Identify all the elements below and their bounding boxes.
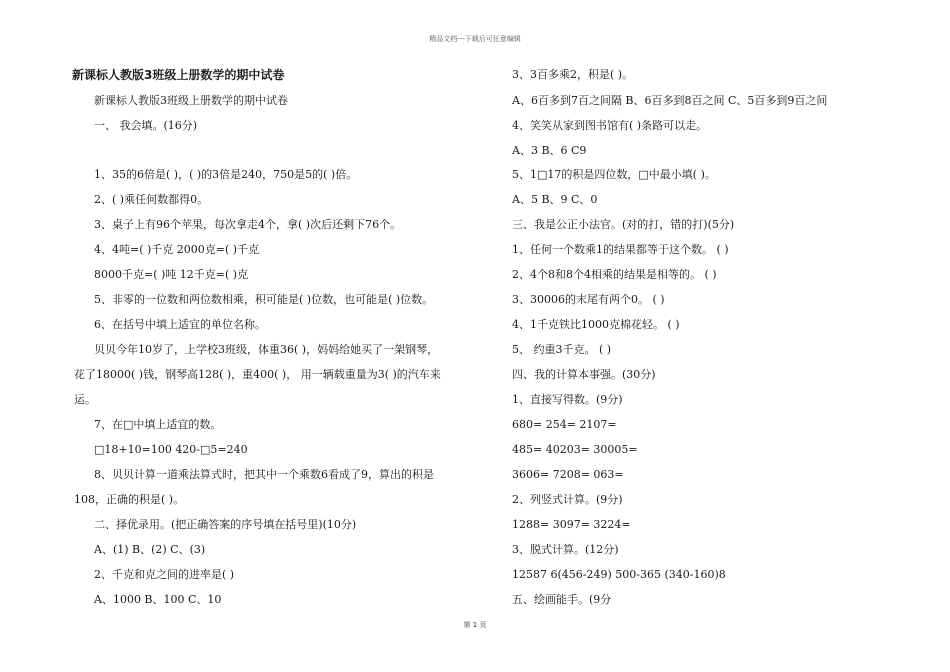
section-heading: 三、我是公正小法官。(对的打，错的打)(5分) xyxy=(512,218,735,231)
text-line: 1288= 3097= 3224= xyxy=(512,518,631,531)
text-line: 8、贝贝计算一道乘法算式时，把其中一个乘数6看成了9，算出的积是 xyxy=(94,468,434,481)
page-header: 精品文档---下载后可任意编辑 xyxy=(429,35,521,43)
text-line: 2、( )乘任何数都得0。 xyxy=(94,193,209,206)
text-line: 2、千克和克之间的进率是( ) xyxy=(94,568,235,581)
text-line: 3606= 7208= 063= xyxy=(512,468,624,481)
text-line: 1、任何一个数乘1的结果都等于这个数。 ( ) xyxy=(512,243,729,256)
text-line: 5、 约重3千克。 ( ) xyxy=(512,343,612,356)
text-line: 3、30006的末尾有两个0。 ( ) xyxy=(512,293,665,306)
text-line: 680= 254= 2107= xyxy=(512,418,617,431)
text-line: 新课标人教版3班级上册数学的期中试卷 xyxy=(94,94,288,107)
section-heading: 一、 我会填。(16分) xyxy=(94,119,198,132)
text-line: 1、直接写得数。(9分) xyxy=(512,393,623,406)
text-line: 3、脱式计算。(12分) xyxy=(512,543,619,556)
text-line: □18+10=100 420-□5=240 xyxy=(94,443,248,456)
text-line: A、6百多到7百之间隔 B、6百多到8百之间 C、5百多到9百之间 xyxy=(512,94,828,107)
text-line: 6、在括号中填上适宜的单位名称。 xyxy=(94,318,266,331)
text-line: 4、笑笑从家到图书馆有( )条路可以走。 xyxy=(512,119,708,132)
text-line: A、5 B、9 C、0 xyxy=(512,193,598,206)
text-line: 4、4吨=( )千克 2000克=( )千克 xyxy=(94,243,260,256)
text-line: 7、在□中填上适宜的数。 xyxy=(94,418,222,431)
section-heading: 五、绘画能手。(9分 xyxy=(512,593,612,606)
text-line: 3、桌子上有96个苹果，每次拿走4个，拿( )次后还剩下76个。 xyxy=(94,218,402,231)
exam-title: 新课标人教版3班级上册数学的期中试卷 xyxy=(72,68,285,82)
text-line: 108，正确的积是( )。 xyxy=(74,493,185,506)
text-line: 8000千克=( )吨 12千克=( )克 xyxy=(94,268,249,281)
text-line: 运。 xyxy=(74,393,96,406)
text-line: 5、非零的一位数和两位数相乘，积可能是( )位数，也可能是( )位数。 xyxy=(94,293,434,306)
text-line: 5、1□17的积是四位数，□中最小填( )。 xyxy=(512,168,716,181)
text-line: 4、1千克铁比1000克棉花轻。 ( ) xyxy=(512,318,680,331)
text-line: 花了18000( )钱，钢琴高128( )，重400( )， 用一辆载重量为3( )的汽车来 xyxy=(74,368,441,381)
page-footer: 第 1 页 xyxy=(463,621,487,629)
text-line: 1、35的6倍是( )，( )的3倍是240，750是5的( )倍。 xyxy=(94,168,358,181)
text-line: 12587 6(456-249) 500-365 (340-160)8 xyxy=(512,568,726,581)
text-line: 485= 40203= 30005= xyxy=(512,443,638,456)
text-line: A、3 B、6 C9 xyxy=(512,144,587,157)
section-heading: 二、择优录用。(把正确答案的序号填在括号里)(10分) xyxy=(94,518,357,531)
section-heading: 四、我的计算本事强。(30分) xyxy=(512,368,656,381)
text-line: A、(1) B、(2) C、(3) xyxy=(94,543,206,556)
text-line: A、1000 B、100 C、10 xyxy=(94,593,222,606)
text-line: 2、4个8和8个4相乘的结果是相等的。 ( ) xyxy=(512,268,717,281)
text-line: 2、列竖式计算。(9分) xyxy=(512,493,623,506)
text-line: 贝贝今年10岁了，上学校3班级，体重36( )，妈妈给她买了一架钢琴， xyxy=(94,343,439,356)
text-line: 3、3百多乘2，积是( )。 xyxy=(512,68,634,81)
